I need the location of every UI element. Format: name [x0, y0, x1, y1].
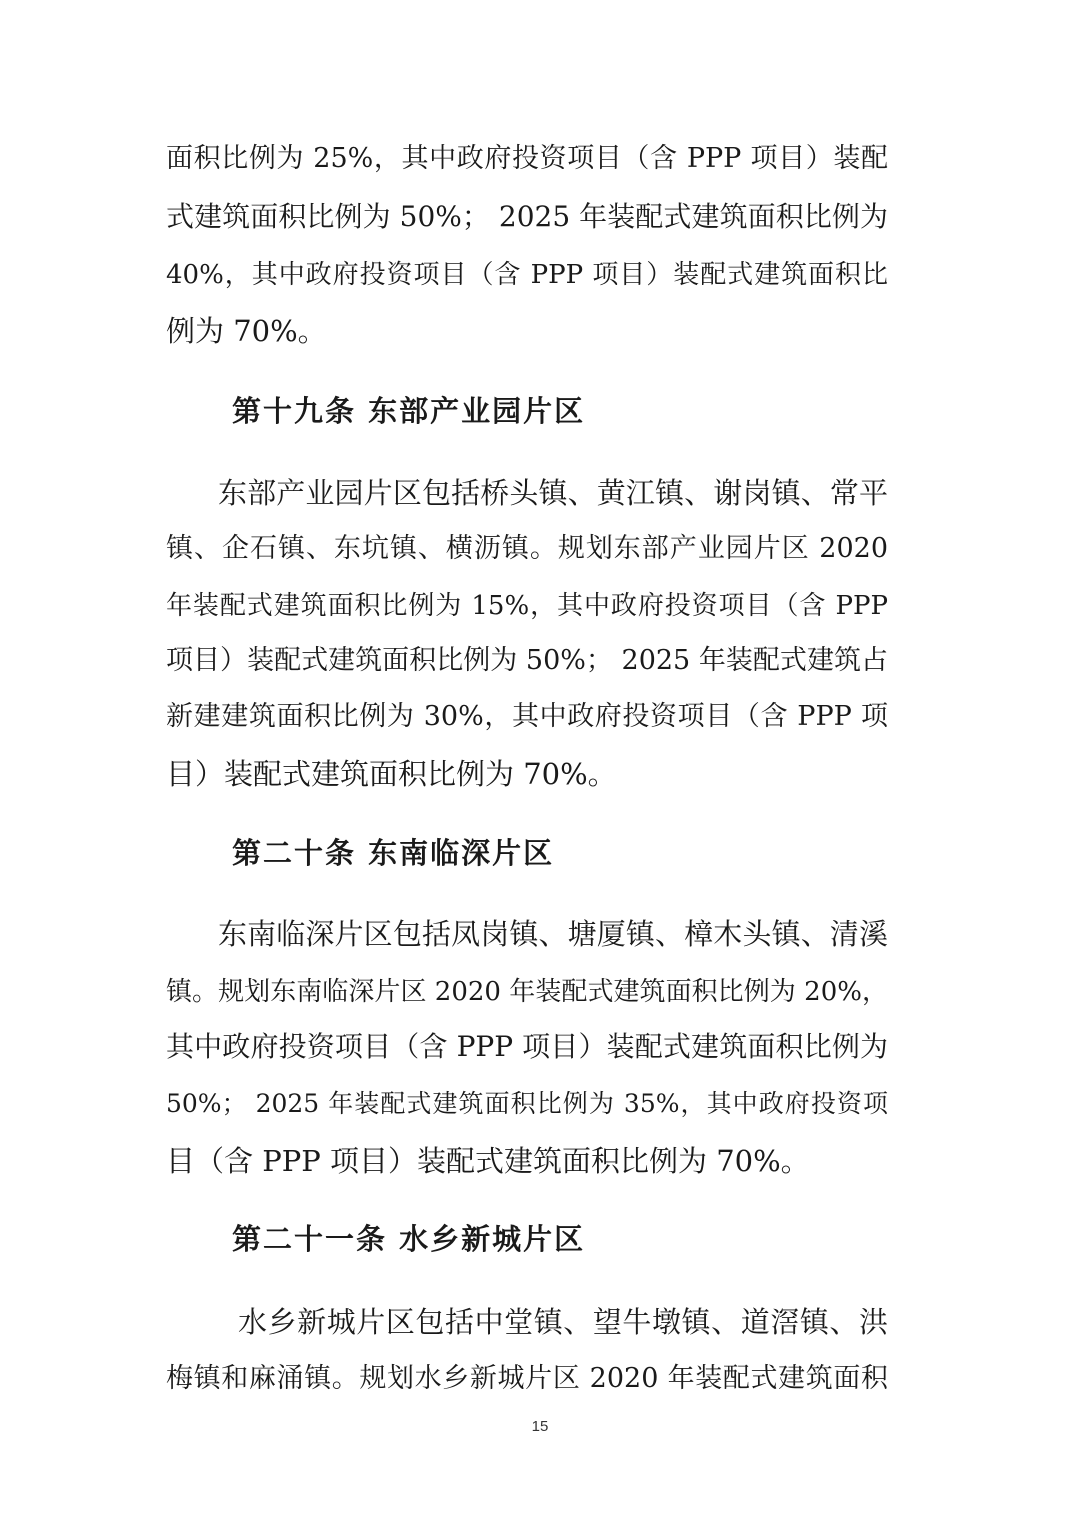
paragraph-line: 目（含 PPP 项目）装配式建筑面积比例为 70%。	[166, 1144, 810, 1178]
paragraph-line: 其中政府投资项目（含 PPP 项目）装配式建筑面积比例为	[166, 1030, 888, 1063]
paragraph-line: 镇。规划东南临深片区 2020 年装配式建筑面积比例为 20%，	[166, 977, 888, 1007]
paragraph-line: 例为 70%。	[166, 314, 327, 348]
paragraph-line: 新建建筑面积比例为 30%，其中政府投资项目（含 PPP 项	[166, 701, 888, 732]
page-number: 15	[531, 1418, 549, 1435]
article-21-heading: 第二十一条 水乡新城片区	[232, 1222, 586, 1256]
paragraph-line: 东南临深片区包括凤岗镇、塘厦镇、樟木头镇、清溪	[218, 917, 888, 951]
article-19-heading: 第十九条 东部产业园片区	[232, 394, 586, 428]
paragraph-line: 东部产业园片区包括桥头镇、黄江镇、谢岗镇、常平	[218, 476, 888, 510]
article-20-heading: 第二十条 东南临深片区	[232, 836, 555, 870]
paragraph-line: 项目）装配式建筑面积比例为 50%； 2025 年装配式建筑占	[166, 645, 888, 676]
paragraph-line: 镇、企石镇、东坑镇、横沥镇。规划东部产业园片区 2020	[166, 533, 888, 564]
paragraph-line: 梅镇和麻涌镇。规划水乡新城片区 2020 年装配式建筑面积	[166, 1363, 888, 1394]
paragraph-line: 年装配式建筑面积比例为 15%，其中政府投资项目（含 PPP	[166, 591, 888, 621]
paragraph-line: 目）装配式建筑面积比例为 70%。	[166, 757, 617, 791]
paragraph-line: 式建筑面积比例为 50%； 2025 年装配式建筑面积比例为	[166, 200, 888, 233]
paragraph-line: 50%； 2025 年装配式建筑面积比例为 35%，其中政府投资项	[166, 1089, 888, 1118]
paragraph-line: 水乡新城片区包括中堂镇、望牛墩镇、道滘镇、洪	[238, 1305, 888, 1339]
paragraph-line: 40%，其中政府投资项目（含 PPP 项目）装配式建筑面积比	[166, 260, 888, 290]
paragraph-line: 面积比例为 25%，其中政府投资项目（含 PPP 项目）装配	[166, 143, 888, 174]
